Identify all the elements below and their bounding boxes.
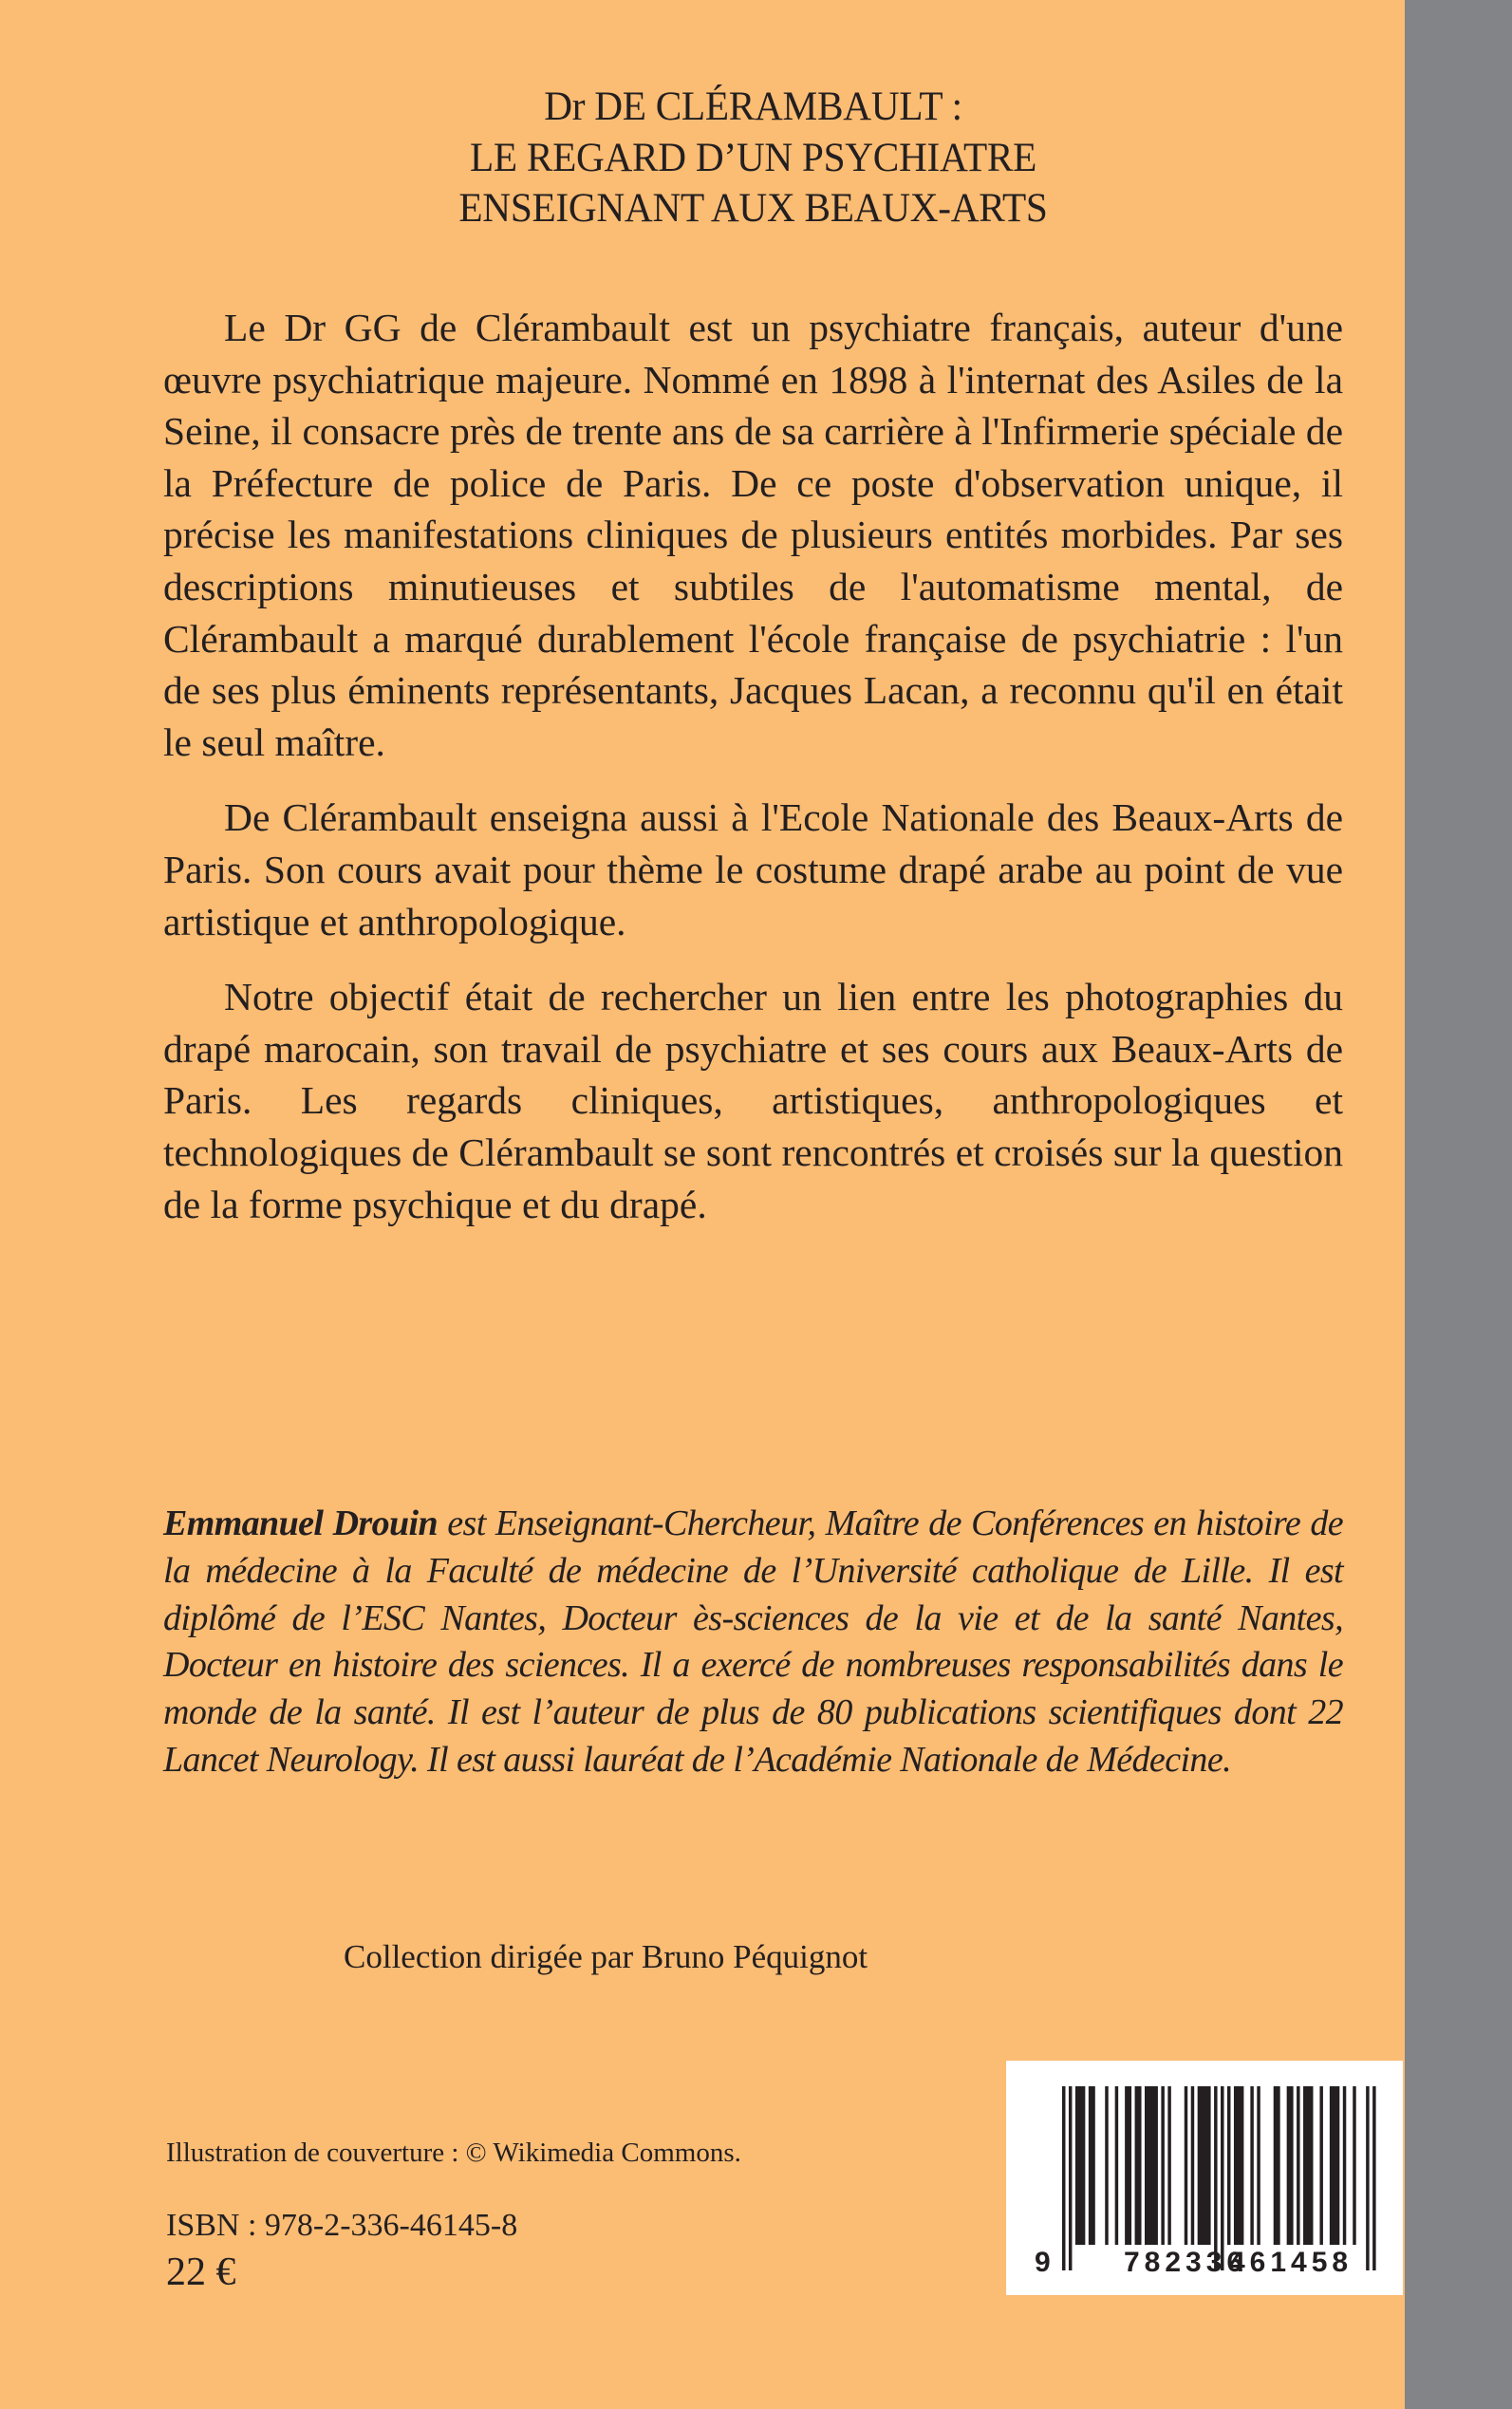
barcode-bar (1250, 2086, 1253, 2245)
author-bio-paragraph (163, 1501, 1343, 1784)
ean13-barcode (1006, 2061, 1403, 2295)
barcode-bar (1075, 2086, 1085, 2245)
barcode-guard-bar (1069, 2086, 1072, 2270)
barcode-bar (1135, 2086, 1142, 2245)
barcode-bar (1319, 2086, 1322, 2245)
summary-paragraph-1: Le Dr GG de Clérambault est un psychiatre français, auteur d'une œuvre psychiatrique majeure. Nommé en 1898 à l'internat des Asiles de la Seine, il consacre près de trente ans de sa carrière à l'Infirmerie spéciale de la Préfecture de police de Paris. De ce poste d'observation unique, il précise les manifestations cliniques de plusieurs entités morbides. Par ses descriptions minutieuses et subtiles de l'automatisme mental, de Clérambault a marqué durablement l'école française de psychiatrie : l'un de ses plus éminents représentants, Jacques Lacan, a reconnu qu'il en était le seul maître. (163, 306, 1343, 764)
title-line-3: ENSEIGNANT AUX BEAUX-ARTS (458, 186, 1048, 231)
barcode-guard-bar (1221, 2086, 1223, 2270)
barcode-bar (1274, 2086, 1280, 2245)
barcode-bars (1062, 2086, 1376, 2270)
barcode-guard-bar (1366, 2086, 1369, 2270)
barcode-bar (1297, 2086, 1299, 2245)
barcode-bar (1353, 2086, 1355, 2245)
barcode-first-digit: 9 (1035, 2247, 1051, 2278)
illustration-credit: Illustration de couverture : © Wikimedia Commons. (166, 2138, 741, 2168)
barcode-bar (1145, 2086, 1158, 2245)
barcode-bar (1234, 2086, 1243, 2245)
barcode-guard-bar (1214, 2086, 1217, 2270)
barcode-bar (1167, 2086, 1170, 2245)
title-line-1: Dr DE CLÉRAMBAULT : (544, 84, 962, 129)
isbn: ISBN : 978-2-336-46145-8 (166, 2208, 518, 2243)
summary-paragraph-2: De Clérambault enseigna aussi à l'Ecole Nationale des Beaux-Arts de Paris. Son cours avait pour thème le costume drapé arabe au point de vue artistique et anthropologique. (163, 795, 1343, 943)
barcode-bar (1198, 2086, 1211, 2245)
barcode-panel (1006, 2061, 1403, 2295)
barcode-bar (1330, 2086, 1339, 2245)
barcode-bar (1227, 2086, 1230, 2245)
barcode-bar (1257, 2086, 1260, 2245)
barcode-guard-bar (1062, 2086, 1065, 2270)
barcode-bar (1185, 2086, 1187, 2245)
book-spine (1405, 0, 1512, 2409)
barcode-right-digits: 461458 (1229, 2247, 1353, 2278)
barcode-bar (1287, 2086, 1294, 2245)
price: 22 € (166, 2250, 236, 2294)
barcode-bar (1191, 2086, 1194, 2245)
author-name: Emmanuel Drouin (163, 1503, 439, 1543)
barcode-guard-bar (1372, 2086, 1375, 2270)
barcode-bar (1115, 2086, 1118, 2245)
summary (163, 302, 1343, 1254)
barcode-bar (1105, 2086, 1108, 2245)
barcode-bar (1161, 2086, 1164, 2245)
title-line-2: LE REGARD D’UN PSYCHIATRE (469, 135, 1037, 180)
summary-paragraph-3: Notre objectif était de rechercher un lien entre les photographies du drapé marocain, son travail de psychiatre et ses cours aux Beaux-Arts de Paris. Les regards cliniques, artistiques, anthropologiques et technologiques de Clérambault se sont rencontrés et croisés sur la question de la forme psychique et du drapé. (163, 975, 1343, 1226)
author-bio-text: est Enseignant-Chercheur, Maître de Conférences en histoire de la médecine à la Faculté de médecine de l’Université catholique de Lille. Il est diplômé de l’ESC Nantes, Docteur ès-sciences de la vie et de la santé Nantes, Docteur en histoire des sciences. Il a exercé de nombreuses responsabilités dans le monde de la santé. Il est l’auteur de plus de 80 publications scientifiques dont 22 Lancet Neurology. Il est aussi lauréat de l’Académie Nationale de Médecine. (163, 1503, 1343, 1780)
collection-director: Collection dirigée par Bruno Péquignot (344, 1938, 868, 1975)
barcode-bar (1343, 2086, 1346, 2245)
barcode-bar (1125, 2086, 1131, 2245)
barcode-left-digits: 782336 (1124, 2247, 1248, 2278)
book-title (187, 82, 1319, 234)
barcode-bar (1303, 2086, 1313, 2245)
barcode-bar (1089, 2086, 1095, 2245)
author-bio (163, 1501, 1343, 1784)
